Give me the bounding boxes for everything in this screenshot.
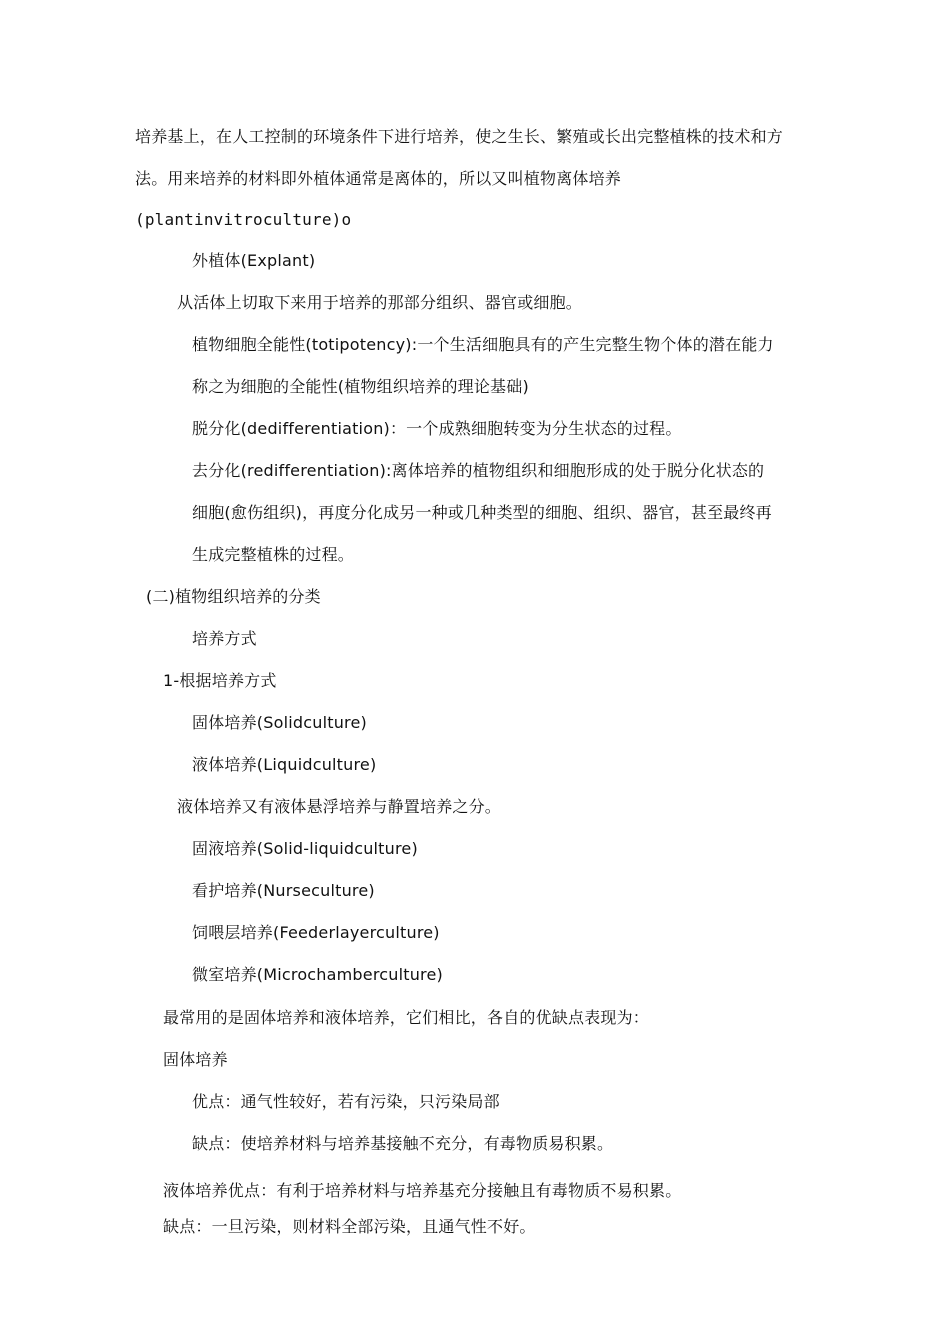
comparison-intro: 最常用的是固体培养和液体培养，它们相比，各自的优缺点表现为：: [163, 1008, 650, 1027]
paragraph-line: (plantinvitroculture)o: [135, 210, 352, 229]
list-item: 看护培养(Nurseculture): [192, 881, 375, 900]
definition-line: 植物细胞全能性(totipotency):一个生活细胞具有的产生完整生物个体的潜在能力: [192, 335, 774, 354]
note-line: 液体培养又有液体悬浮培养与静置培养之分。: [177, 797, 502, 816]
comparison-heading: 固体培养: [163, 1050, 228, 1069]
list-item: 微室培养(Microchamberculture): [192, 965, 443, 984]
definition-line: 从活体上切取下来用于培养的那部分组织、器官或细胞。: [177, 293, 583, 312]
definition-line: 脱分化(dedifferentiation)：一个成熟细胞转变为分生状态的过程。: [192, 419, 682, 438]
list-item: 固液培养(Solid-liquidculture): [192, 839, 418, 858]
list-item: 固体培养(Solidculture): [192, 713, 367, 732]
definition-line: 生成完整植株的过程。: [192, 545, 355, 564]
term-heading-explant: 外植体(Explant): [192, 251, 316, 270]
definition-line: 称之为细胞的全能性(植物组织培养的理论基础): [192, 377, 529, 396]
pros-line: 优点：通气性较好，若有污染，只污染局部: [192, 1092, 500, 1111]
pros-line: 液体培养优点：有利于培养材料与培养基充分接触且有毒物质不易积累。: [163, 1181, 682, 1200]
cons-line: 缺点：一旦污染，则材料全部污染，且通气性不好。: [163, 1217, 536, 1236]
numbered-heading: 1-根据培养方式: [163, 671, 277, 690]
definition-line: 去分化(redifferentiation):离体培养的植物组织和细胞形成的处于脱分化状态的: [192, 461, 765, 480]
definition-line: 细胞(愈伤组织)，再度分化成另一种或几种类型的细胞、组织、器官，甚至最终再: [192, 503, 772, 522]
paragraph-line: 法。用来培养的材料即外植体通常是离体的，所以又叫植物离体培养: [135, 169, 622, 188]
paragraph-line: 培养基上，在人工控制的环境条件下进行培养，使之生长、繁殖或长出完整植株的技术和方: [135, 127, 784, 146]
cons-line: 缺点：使培养材料与培养基接触不充分，有毒物质易积累。: [192, 1134, 614, 1153]
list-item: 液体培养(Liquidculture): [192, 755, 377, 774]
list-item: 饲喂层培养(Feederlayerculture): [192, 923, 440, 942]
subsection-heading: 培养方式: [192, 629, 257, 648]
section-heading: (二)植物组织培养的分类: [146, 587, 321, 606]
